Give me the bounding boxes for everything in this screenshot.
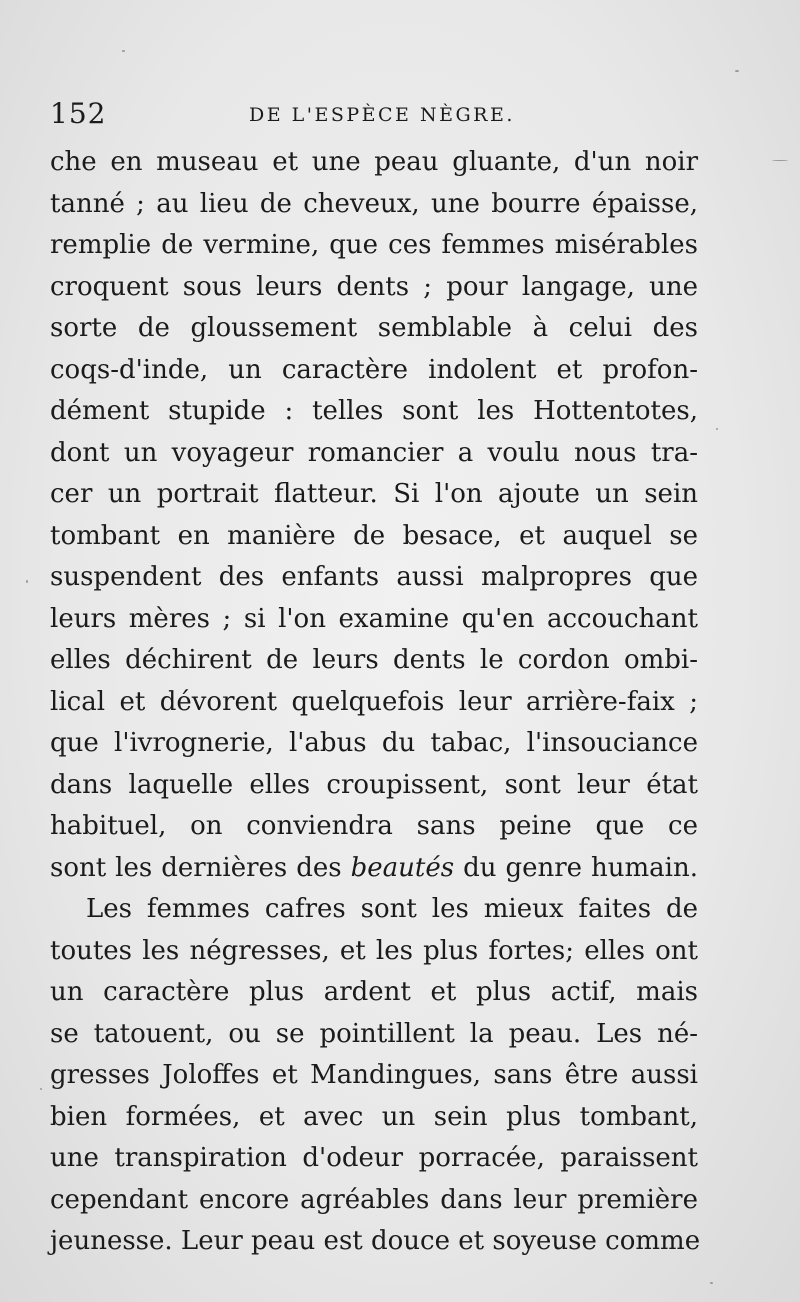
paper-speck [735,70,739,72]
text-line: toutes les négresses, et les plus fortes; elles ont [50,935,698,966]
text-line: une transpiration d'odeur porracée, paraissent [50,1143,698,1173]
text-line: jeunesse. Leur peau est douce et soyeuse comme [50,1226,701,1256]
text-line: se tatouent, ou se pointillent la peau. Les né- [50,1018,698,1049]
text-line: cer un portrait flatteur. Si l'on ajoute un sein [50,479,698,509]
text-line: elles déchirent de leurs dents le cordon ombi- [50,645,698,675]
paper-speck [716,428,718,430]
italic-word: beautés [350,852,455,883]
text-run: sont les dernières des [50,852,351,883]
text-line: che en museau et une peau gluante, d'un noir [50,147,698,177]
text-run: du genre humain. [454,852,699,883]
page-number: 152 [50,97,107,130]
text-line: remplie de vermine, que ces femmes misérables [50,230,698,260]
text-line: sorte de gloussement semblable à celui des [50,313,698,343]
text-line: croquent sous leurs dents ; pour langage, une [50,271,698,302]
text-line: que l'ivrognerie, l'abus du tabac, l'insouciance [50,728,698,758]
body-text [50,142,701,1263]
text-line: lical et dévorent quelquefois leur arrière-faix ; [50,686,698,717]
text-line-paragraph-end [50,848,698,890]
text-line: suspendent des enfants aussi malpropres que [50,562,698,592]
paper-speck [26,580,28,583]
text-line: dont un voyageur romancier a voulu nous tra- [50,437,698,468]
text-line-paragraph-start: Les femmes cafres sont les mieux faites de [86,894,698,924]
text-line: leurs mères ; si l'on examine qu'en accouchant [50,603,698,634]
text-line: habituel, on conviendra sans peine que ce [50,811,698,841]
paper-speck [710,1282,713,1284]
paper-speck [40,1088,42,1090]
text-line: cependant encore agréables dans leur première [50,1184,698,1215]
paper-speck [122,50,125,52]
text-line: coqs-d'inde, un caractère indolent et profon- [50,354,698,385]
text-line: dément stupide : telles sont les Hottentotes, [50,396,698,426]
text-line: dans laquelle elles croupissent, sont leur état [50,769,698,800]
running-title: DE L'ESPÈCE NÈGRE. [249,104,515,126]
running-head [50,96,704,132]
text-line: tombant en manière de besace, et auquel se [50,520,698,551]
text-line: un caractère plus ardent et plus actif, mais [50,977,698,1007]
text-line: gresses Joloffes et Mandingues, sans être aussi [50,1060,698,1090]
paper-speck [772,160,788,161]
text-line: tanné ; au lieu de cheveux, une bourre épaisse, [50,188,698,219]
text-line: bien formées, et avec un sein plus tombant, [50,1101,698,1132]
